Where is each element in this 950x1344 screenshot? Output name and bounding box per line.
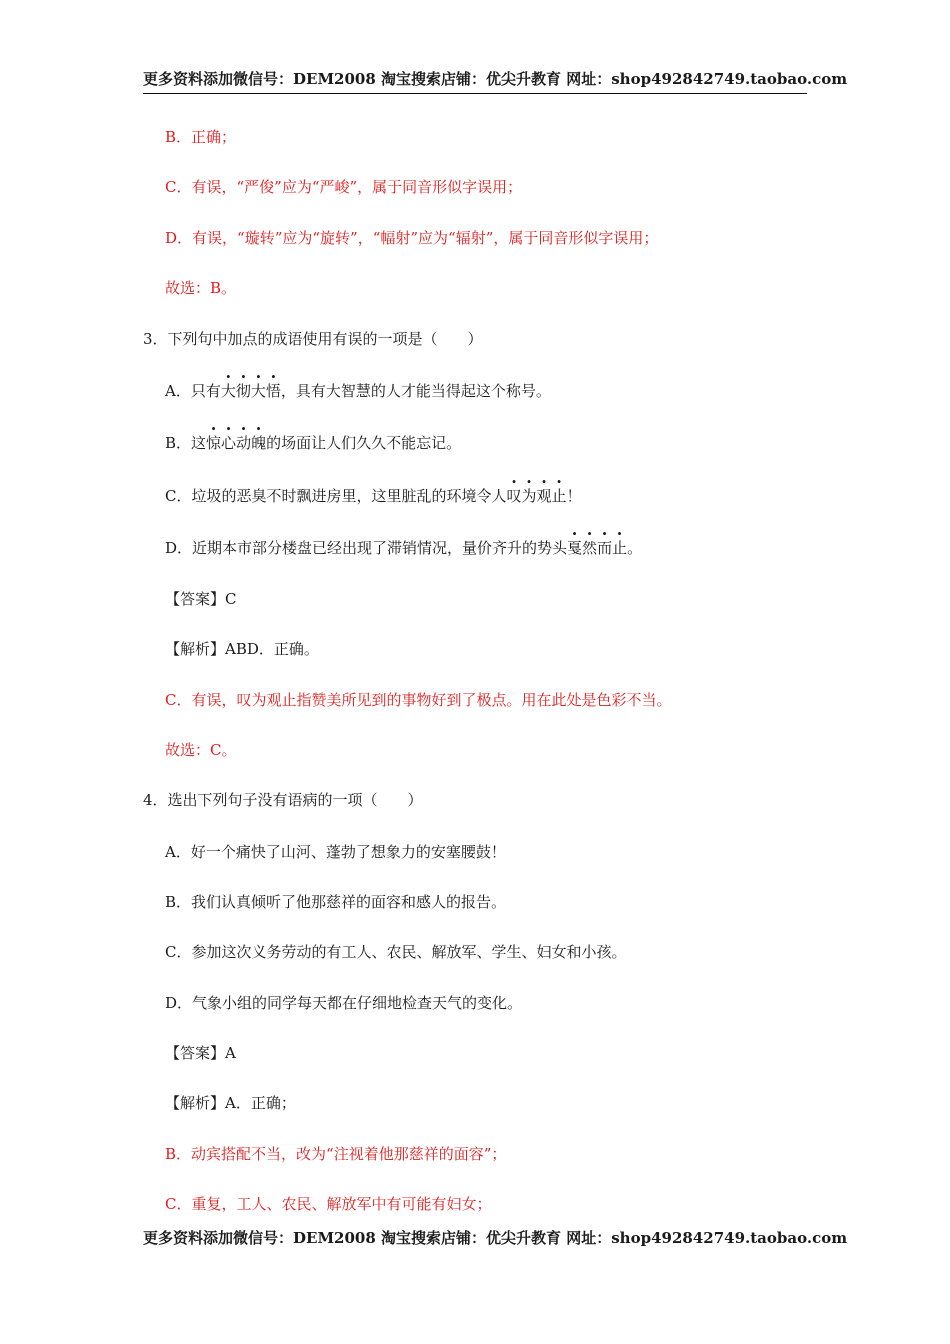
q4-option-b: B．我们认真倾听了他那慈祥的面容和感人的报告。 [165, 893, 507, 911]
emphasis-char: 大 [220, 382, 236, 400]
emphasis-char: 悟 [265, 382, 281, 400]
q3-stem: 3．下列句中加点的成语使用有误的一项是（ ） [143, 330, 483, 348]
q3-a-suffix: ，具有大智慧的人才能当得起这个称号。 [280, 382, 551, 400]
q4-option-c: C．参加这次义务劳动的有工人、农民、解放军、学生、妇女和小孩。 [165, 943, 627, 961]
emphasis-char: 心 [221, 434, 237, 452]
prev-choice: 故选：B。 [165, 279, 237, 297]
q3-analysis-c: C．有误，叹为观止指赞美所见到的事物好到了极点。用在此处是色彩不当。 [165, 691, 672, 709]
q4-analysis-b: B．动宾搭配不当，改为“注视着他那慈祥的面容”； [165, 1145, 507, 1163]
q3-d-suffix: 。 [627, 539, 643, 557]
emphasis-char: 大 [250, 382, 266, 400]
q4-stem: 4．选出下列句子没有语病的一项（ ） [143, 791, 423, 809]
q3-option-a [165, 381, 551, 401]
q3-analysis: 【解析】ABD．正确。 [165, 640, 319, 658]
emphasis-char: 为 [521, 487, 537, 505]
prev-option-b-analysis: B．正确； [165, 128, 237, 146]
q4-option-a: A．好一个痛快了山河、蓬勃了想象力的安塞腰鼓！ [165, 843, 506, 861]
prev-option-c-analysis: C．有误，“严俊”应为“严峻”，属于同音形似字误用； [165, 178, 523, 196]
q4-option-d: D．气象小组的同学每天都在仔细地检查天气的变化。 [165, 994, 523, 1012]
q3-choice: 故选：C。 [165, 741, 237, 759]
q3-answer: 【答案】C [165, 590, 237, 608]
q3-option-c [165, 486, 582, 506]
emphasis-char: 止 [612, 539, 628, 557]
q3-d-prefix: D．近期本市部分楼盘已经出现了滞销情况，量价齐升的势头 [165, 539, 568, 557]
emphasis-char: 彻 [235, 382, 251, 400]
q3-c-prefix: C．垃圾的恶臭不时飘进房里，这里脏乱的环境令人 [165, 487, 507, 505]
emphasis-char: 止 [551, 487, 567, 505]
emphasis-char: 动 [236, 434, 252, 452]
emphasis-char: 魄 [251, 434, 267, 452]
emphasis-char: 然 [582, 539, 598, 557]
q4-analysis: 【解析】A．正确； [165, 1094, 296, 1112]
q4-answer: 【答案】A [165, 1044, 236, 1062]
emphasis-char: 叹 [506, 487, 522, 505]
q3-option-b [165, 433, 461, 453]
page-header: 更多资料添加微信号：DEM2008 淘宝搜索店铺：优尖升教育 网址：shop492842749.taobao.com [143, 68, 807, 94]
q3-option-d [165, 538, 642, 558]
emphasis-char: 而 [597, 539, 613, 557]
q4-analysis-c: C．重复，工人、农民、解放军中有可能有妇女； [165, 1195, 492, 1213]
q3-c-suffix: ！ [566, 487, 582, 505]
emphasis-char: 惊 [206, 434, 222, 452]
emphasis-char: 戛 [567, 539, 583, 557]
q3-b-prefix: B．这 [165, 434, 207, 452]
page-footer: 更多资料添加微信号：DEM2008 淘宝搜索店铺：优尖升教育 网址：shop492842749.taobao.com [143, 1229, 848, 1247]
emphasis-char: 观 [536, 487, 552, 505]
prev-option-d-analysis: D．有误，“璇转”应为“旋转”，“幅射”应为“辐射”，属于同音形似字误用； [165, 229, 659, 247]
q3-a-prefix: A．只有 [165, 382, 221, 400]
q3-b-suffix: 的场面让人们久久不能忘记。 [266, 434, 462, 452]
